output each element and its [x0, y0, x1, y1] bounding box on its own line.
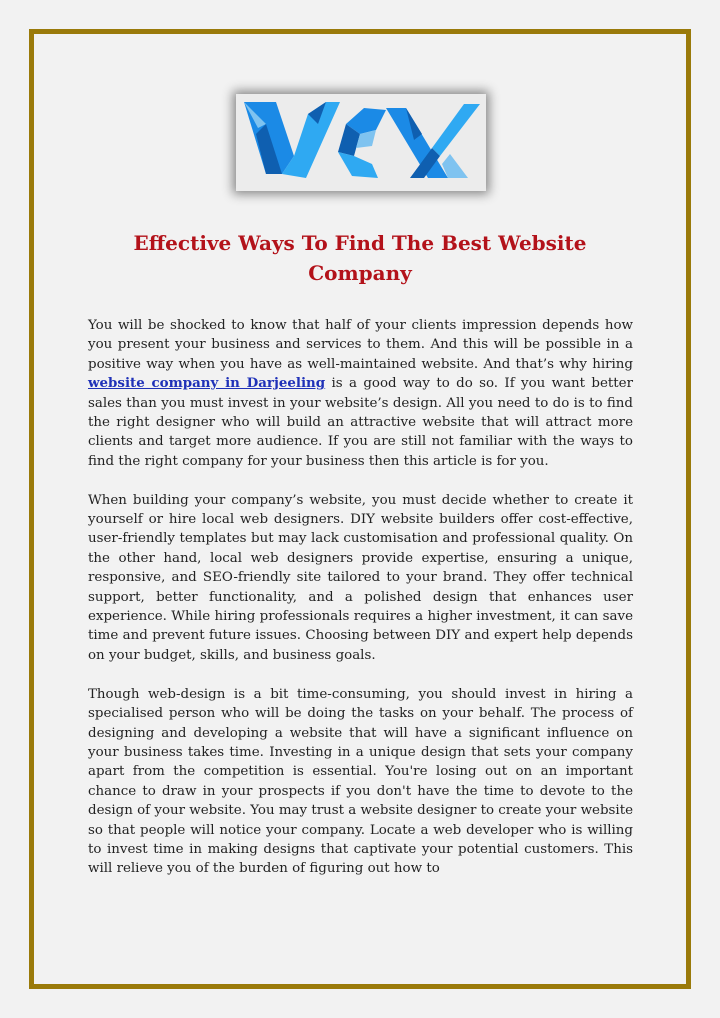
article-body [88, 316, 633, 898]
page-title [0, 228, 720, 288]
paragraph-2: When building your company’s website, you must decide whether to create it yourself or hire local web designers. DIY website builders offer cost-effective, user-friendly templates but may lack customisation and professional quality. On the other hand, local web designers provide expertise, ensuring a unique, responsive, and SEO-friendly site tailored to your brand. They offer technical support, better functionality, and a polished design that enhances user experience. While hiring professionals requires a higher investment, it can save time and prevent future issues. Choosing between DIY and expert help depends on your budget, skills, and business goals. [88, 492, 633, 663]
title-line-2: Company [308, 261, 412, 285]
paragraph-1-text-after: is a good way to do so. If you want better sales than you must invest in your website’s design. All you need to do is to find the right designer who will build an attractive website that will attract more clients and target more audience. If you are still not familiar with the ways to find the right company for your business then this article is for you. [88, 376, 633, 469]
paragraph-1-text-before: You will be shocked to know that half of your clients impression depends how you present your business and services to them. And this will be possible in a positive way when you have as well-maintained website. And that’s why hiring [88, 318, 633, 372]
company-logo [236, 94, 486, 191]
website-company-link[interactable]: website company in Darjeeling [88, 375, 326, 392]
title-line-1: Effective Ways To Find The Best Website [133, 231, 587, 255]
vcx-logo-icon [236, 94, 486, 191]
paragraph-1 [88, 316, 633, 471]
paragraph-3: Though web-design is a bit time-consuming, you should invest in hiring a specialised person who will be doing the tasks on your behalf. The process of designing and developing a website that will have a significant influence on your business takes time. Investing in a unique design that sets your company apart from the competition is essential. You're losing out on an important chance to draw in your prospects if you don't have the time to devote to the design of your website. You may trust a website designer to create your website so that people will notice your company. Locate a web developer who is willing to invest time in making designs that captivate your potential customers. This will relieve you of the burden of figuring out how to [88, 686, 633, 877]
